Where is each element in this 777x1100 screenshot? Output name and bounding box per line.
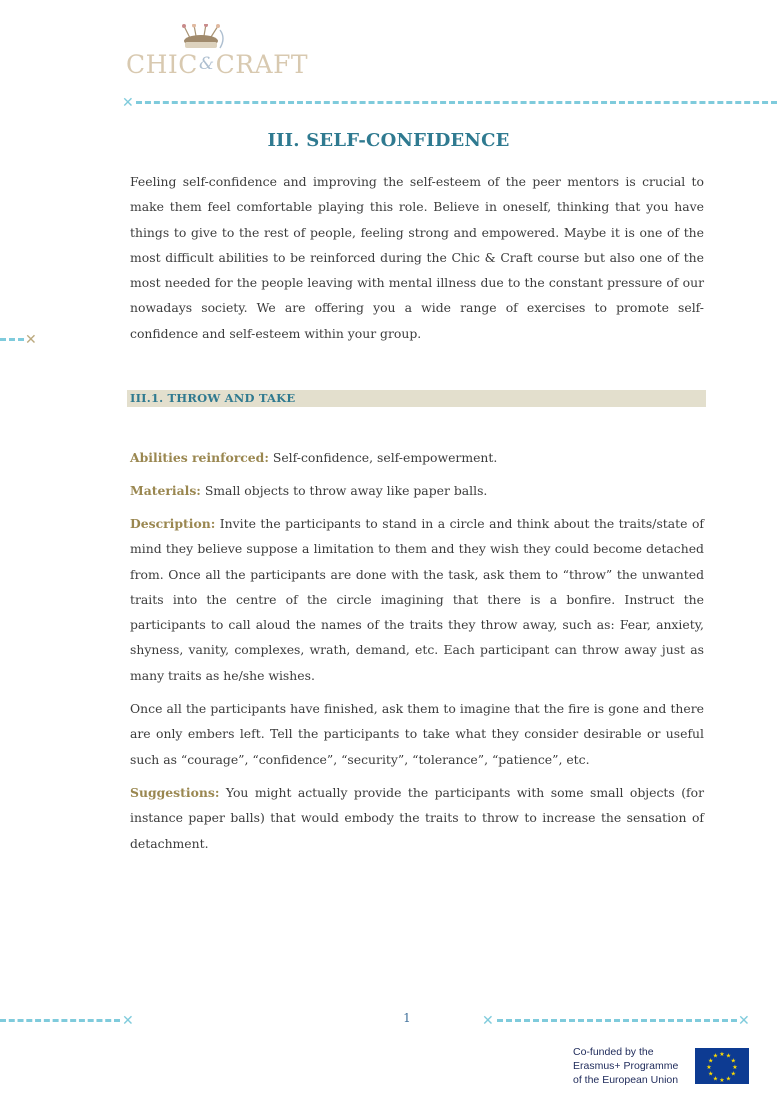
eu-line-3: of the European Union — [573, 1074, 679, 1086]
eu-flag-icon — [695, 1048, 749, 1084]
abilities-text: Self-confidence, self-empowerment. — [268, 450, 498, 465]
logo-word-craft: CRAFT — [215, 50, 309, 79]
footer-right-dashes — [497, 1019, 737, 1022]
intro-paragraph: Feeling self-confidence and improving the self-esteem of the peer mentors is crucial to make them feel comfortable playing this role. Believe in oneself, thinking that you have things to give to the rest of people, feeling strong and empowered. Maybe it is one of the most difficult abilities to be reinforced during the Chic & Craft course but also one of the most needed for the people leaving with mental illness due to the constant pressure of our nowadays society. We are offering you a wide range of exercises to promote self-confidence and self-esteem within your group. — [130, 174, 704, 341]
chic-craft-logo — [126, 24, 309, 84]
svg-text:★: ★ — [730, 1057, 736, 1065]
footer-left-dashes — [0, 1019, 120, 1022]
eu-line-2: Erasmus+ Programme — [573, 1060, 679, 1072]
eu-funding-text — [573, 1045, 678, 1087]
logo-wordmark — [126, 52, 308, 77]
top-dashed-divider — [136, 101, 777, 104]
svg-text:★: ★ — [725, 1052, 732, 1060]
description-label: Description: — [130, 516, 216, 531]
description-paragraph — [130, 511, 704, 688]
materials-text: Small objects to throw away like paper balls. — [200, 483, 488, 498]
svg-text:★: ★ — [706, 1064, 712, 1071]
svg-text:★: ★ — [708, 1070, 714, 1078]
cross-stitch-icon: ✕ — [25, 332, 37, 348]
suggestions-paragraph — [130, 780, 704, 856]
page-number: 1 — [403, 1011, 411, 1025]
svg-text:★: ★ — [712, 1052, 719, 1060]
materials-paragraph — [130, 478, 704, 503]
eu-line-1: Co-funded by the — [573, 1046, 654, 1058]
abilities-paragraph — [130, 445, 704, 470]
materials-label: Materials: — [130, 483, 201, 498]
followup-paragraph: Once all the participants have finished, ask them to imagine that the fire is gone and there are only embers left. Tell the participants to take what they consider desirable or useful such as “courage”, “confidence”, “security”, “tolerance”, “patience”, etc. — [130, 701, 704, 767]
section-title: III.1. THROW AND TAKE — [130, 391, 296, 405]
eu-stars-icon — [695, 1048, 749, 1084]
cross-stitch-icon: ✕ — [738, 1013, 750, 1029]
svg-text:★: ★ — [708, 1057, 714, 1065]
section-header-bar — [127, 390, 706, 407]
suggestions-label: Suggestions: — [130, 785, 220, 800]
svg-text:★: ★ — [719, 1077, 725, 1084]
cross-stitch-icon: ✕ — [122, 95, 134, 111]
cross-stitch-icon: ✕ — [482, 1013, 494, 1029]
svg-text:★: ★ — [712, 1075, 719, 1083]
suggestions-text: You might actually provide the participants with some small objects (for instance paper balls) that would embody the traits to throw to increase the sensation of detachment. — [130, 785, 704, 851]
svg-text:★: ★ — [719, 1051, 725, 1058]
svg-text:★: ★ — [732, 1064, 738, 1071]
svg-text:★: ★ — [730, 1070, 736, 1078]
cross-stitch-icon: ✕ — [122, 1013, 134, 1029]
left-margin-dashes — [0, 338, 24, 341]
page-title: III. SELF-CONFIDENCE — [267, 130, 510, 151]
logo-ampersand: & — [198, 54, 215, 74]
svg-text:★: ★ — [725, 1075, 732, 1083]
abilities-label: Abilities reinforced: — [130, 450, 269, 465]
description-text: Invite the participants to stand in a circle and think about the traits/state of mind they believe suppose a limitation to them and they wish they could become detached from. Once all the participants are done with the task, ask them to “throw” the unwanted traits into the centre of the circle imagining that there is a bonfire. Instruct the participants to call aloud the names of the traits they throw away, such as: Fear, anxiety, shyness, vanity, complexes, wrath, demand, etc. Each participant can throw away just as many traits as he/she wishes. — [130, 516, 704, 683]
eu-funding-notice — [573, 1044, 753, 1086]
logo-word-chic: CHIC — [126, 50, 198, 79]
